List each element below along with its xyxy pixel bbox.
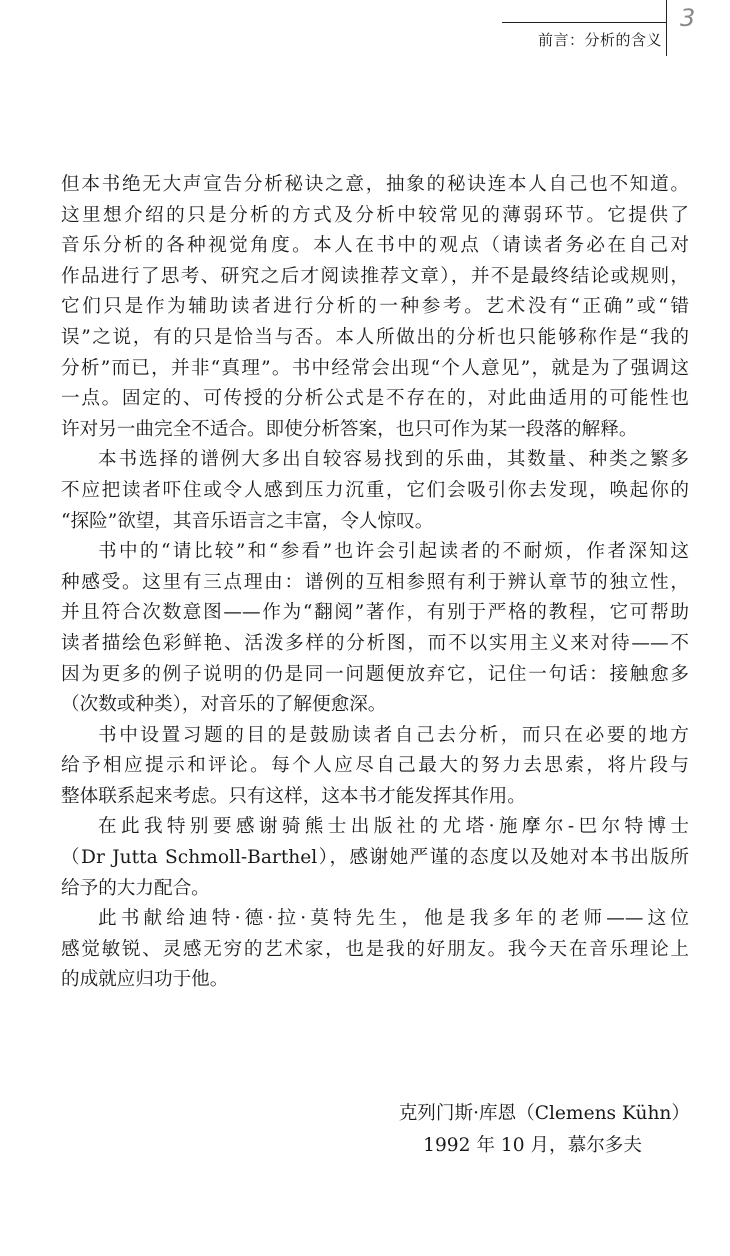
- text-line: 给予的大力配合。: [61, 877, 210, 899]
- body-text: [61, 170, 689, 996]
- text-line: 在此我特别要感谢骑熊士出版社的尤塔·施摩尔-巴尔特博士: [98, 816, 689, 838]
- text-line: 种感受。这里有三点理由：谱例的互相参照有利于辨认章节的独立性，: [61, 571, 689, 593]
- text-line: 感觉敏锐、灵感无穷的艺术家，也是我的好朋友。我今天在音乐理论上: [61, 938, 689, 960]
- signature-author: 克列门斯·库恩（Clemens Kühn）: [398, 1103, 690, 1124]
- text-line: 读者描绘色彩鲜艳、活泼多样的分析图，而不以实用主义来对待——不: [61, 632, 689, 654]
- text-line: 音乐分析的各种视觉角度。本人在书中的观点（请读者务必在自己对: [61, 235, 689, 257]
- text-line: “探险”欲望，其音乐语言之丰富，令人惊叹。: [61, 510, 434, 532]
- signature-date: 1992 年 10 月，慕尔多夫: [423, 1135, 642, 1156]
- text-line: 并且符合次数意图——作为“翻阅”著作，有别于严格的教程，它可帮助: [61, 602, 689, 624]
- text-line: 分析”而已，并非“真理”。书中经常会出现“个人意见”，就是为了强调这: [61, 357, 689, 379]
- text-line: 书中设置习题的目的是鼓励读者自己去分析，而只在必要的地方: [98, 724, 689, 746]
- text-line: （次数或种类），对音乐的了解便愈深。: [61, 694, 387, 716]
- header-vertical-rule: [666, 0, 667, 56]
- text-line: 这里想介绍的只是分析的方式及分析中较常见的薄弱环节。它提供了: [61, 204, 689, 226]
- text-line: 作品进行了思考、研究之后才阅读推荐文章），并不是最终结论或规则，: [61, 265, 689, 287]
- page-number: 3: [680, 4, 696, 32]
- text-line: 但本书绝无大声宣告分析秘诀之意，抽象的秘诀连本人自己也不知道。: [61, 174, 689, 195]
- text-line: 给予相应提示和评论。每个人应尽自己最大的努力去思索，将片段与: [61, 755, 689, 777]
- text-line: 它们只是作为辅助读者进行分析的一种参考。艺术没有“正确”或“错: [61, 296, 689, 318]
- text-line: 书中的“请比较”和“参看”也许会引起读者的不耐烦，作者深知这: [98, 541, 689, 563]
- text-line: 不应把读者吓住或令人感到压力沉重，它们会吸引你去发现，唤起你的: [61, 479, 689, 501]
- text-line: 因为更多的例子说明的仍是同一问题便放弃它，记住一句话：接触愈多: [61, 663, 689, 685]
- text-line: （Dr Jutta Schmoll-Barthel），感谢她严谨的态度以及她对本书出版所: [61, 847, 689, 869]
- text-line: 本书选择的谱例大多出自较容易找到的乐曲，其数量、种类之繁多: [98, 449, 689, 471]
- text-line: 此书献给迪特·德·拉·莫特先生，他是我多年的老师——这位: [98, 908, 689, 930]
- text-line: 一点。固定的、可传授的分析公式是不存在的，对此曲适用的可能性也: [61, 388, 689, 410]
- text-line: 的成就应归功于他。: [61, 969, 229, 991]
- running-head: 前言：分析的含义: [537, 31, 662, 49]
- text-line: 许对另一曲完全不适合。即使分析答案，也只可作为某一段落的解释。: [61, 418, 638, 440]
- text-line: 误”之说，有的只是恰当与否。本人所做出的分析也只能够称作是“我的: [61, 326, 689, 348]
- text-line: 整体联系起来考虑。只有这样，这本书才能发挥其作用。: [61, 785, 526, 807]
- header-rule: [502, 22, 667, 23]
- signature-block: [300, 1098, 690, 1162]
